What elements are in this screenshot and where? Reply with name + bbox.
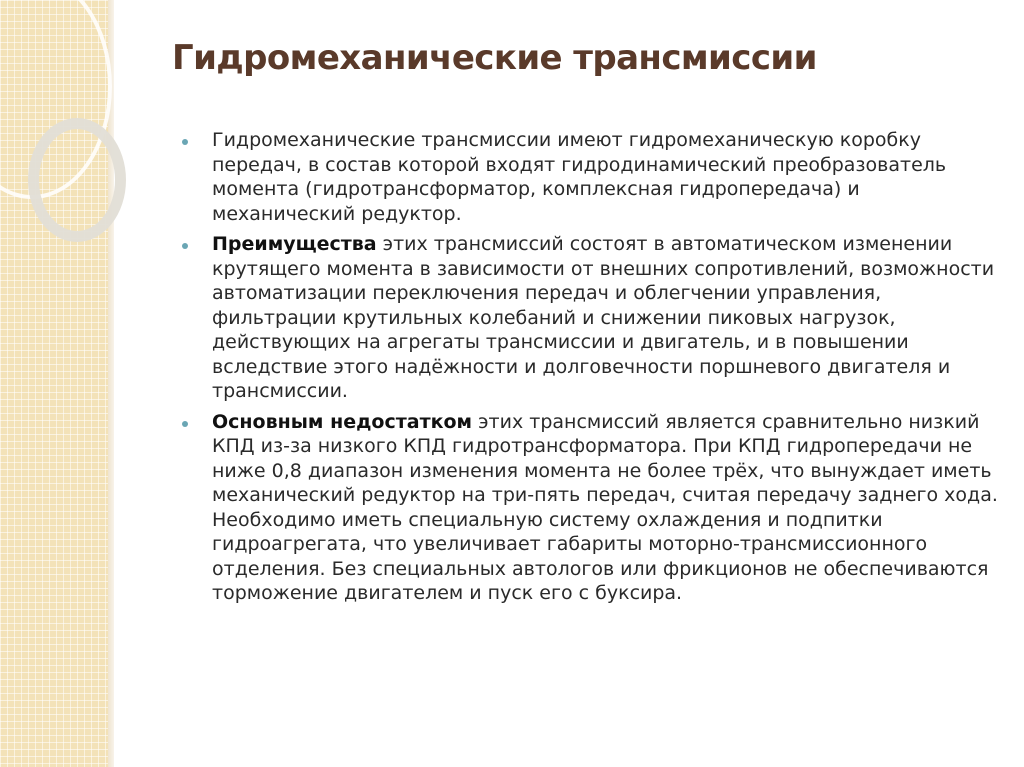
bullet-dot-icon: [182, 421, 188, 427]
bullet-dot-icon: [182, 243, 188, 249]
bullet-item-overview: [180, 128, 998, 226]
bullet-text: Гидромеханические трансмиссии имеют гидромеханическую коробку передач, в состав которой входят гидродинамический преобразователь момента (гидротрансформатор, комплексная гидропередача) и механический редуктор.: [212, 129, 947, 225]
slide-title: Гидромеханические трансмиссии: [172, 38, 817, 78]
bullet-text: этих трансмиссий является сравнительно низкий КПД из-за низкого КПД гидротрансформатора. При КПД гидропередачи не ниже 0,8 диапазон изменения момента не более трёх, что вынуждает иметь механический редуктор на три-пять передач, считая передачу заднего хода. Необходимо иметь специальную систему охлаждения и подпитки гидроагрегата, что увеличивает габариты моторно-трансмиссионного отделения. Без специальных автологов или фрикционов не обеспечиваются торможение двигателем и пуск его с буксира.: [212, 410, 998, 604]
bullet-lead-drawbacks: Основным недостатком: [212, 410, 473, 433]
bullet-dot-icon: [182, 139, 188, 145]
bullet-list: [180, 128, 998, 612]
decorative-ring-small: [28, 118, 126, 242]
bullet-item-advantages: [180, 232, 998, 404]
bullet-text: этих трансмиссий состоят в автоматическом изменении крутящего момента в зависимости от внешних сопротивлений, возможности автоматизации переключения передач и облегчении управления, фильтрации крутильных колебаний и снижении пиковых нагрузок, действующих на агрегаты трансмиссии и двигатель, и в повышении вследствие этого надёжности и долговечности поршневого двигателя и трансмиссии.: [212, 233, 995, 402]
bullet-item-drawbacks: [180, 410, 998, 606]
bullet-lead-advantages: Преимущества: [212, 233, 377, 255]
